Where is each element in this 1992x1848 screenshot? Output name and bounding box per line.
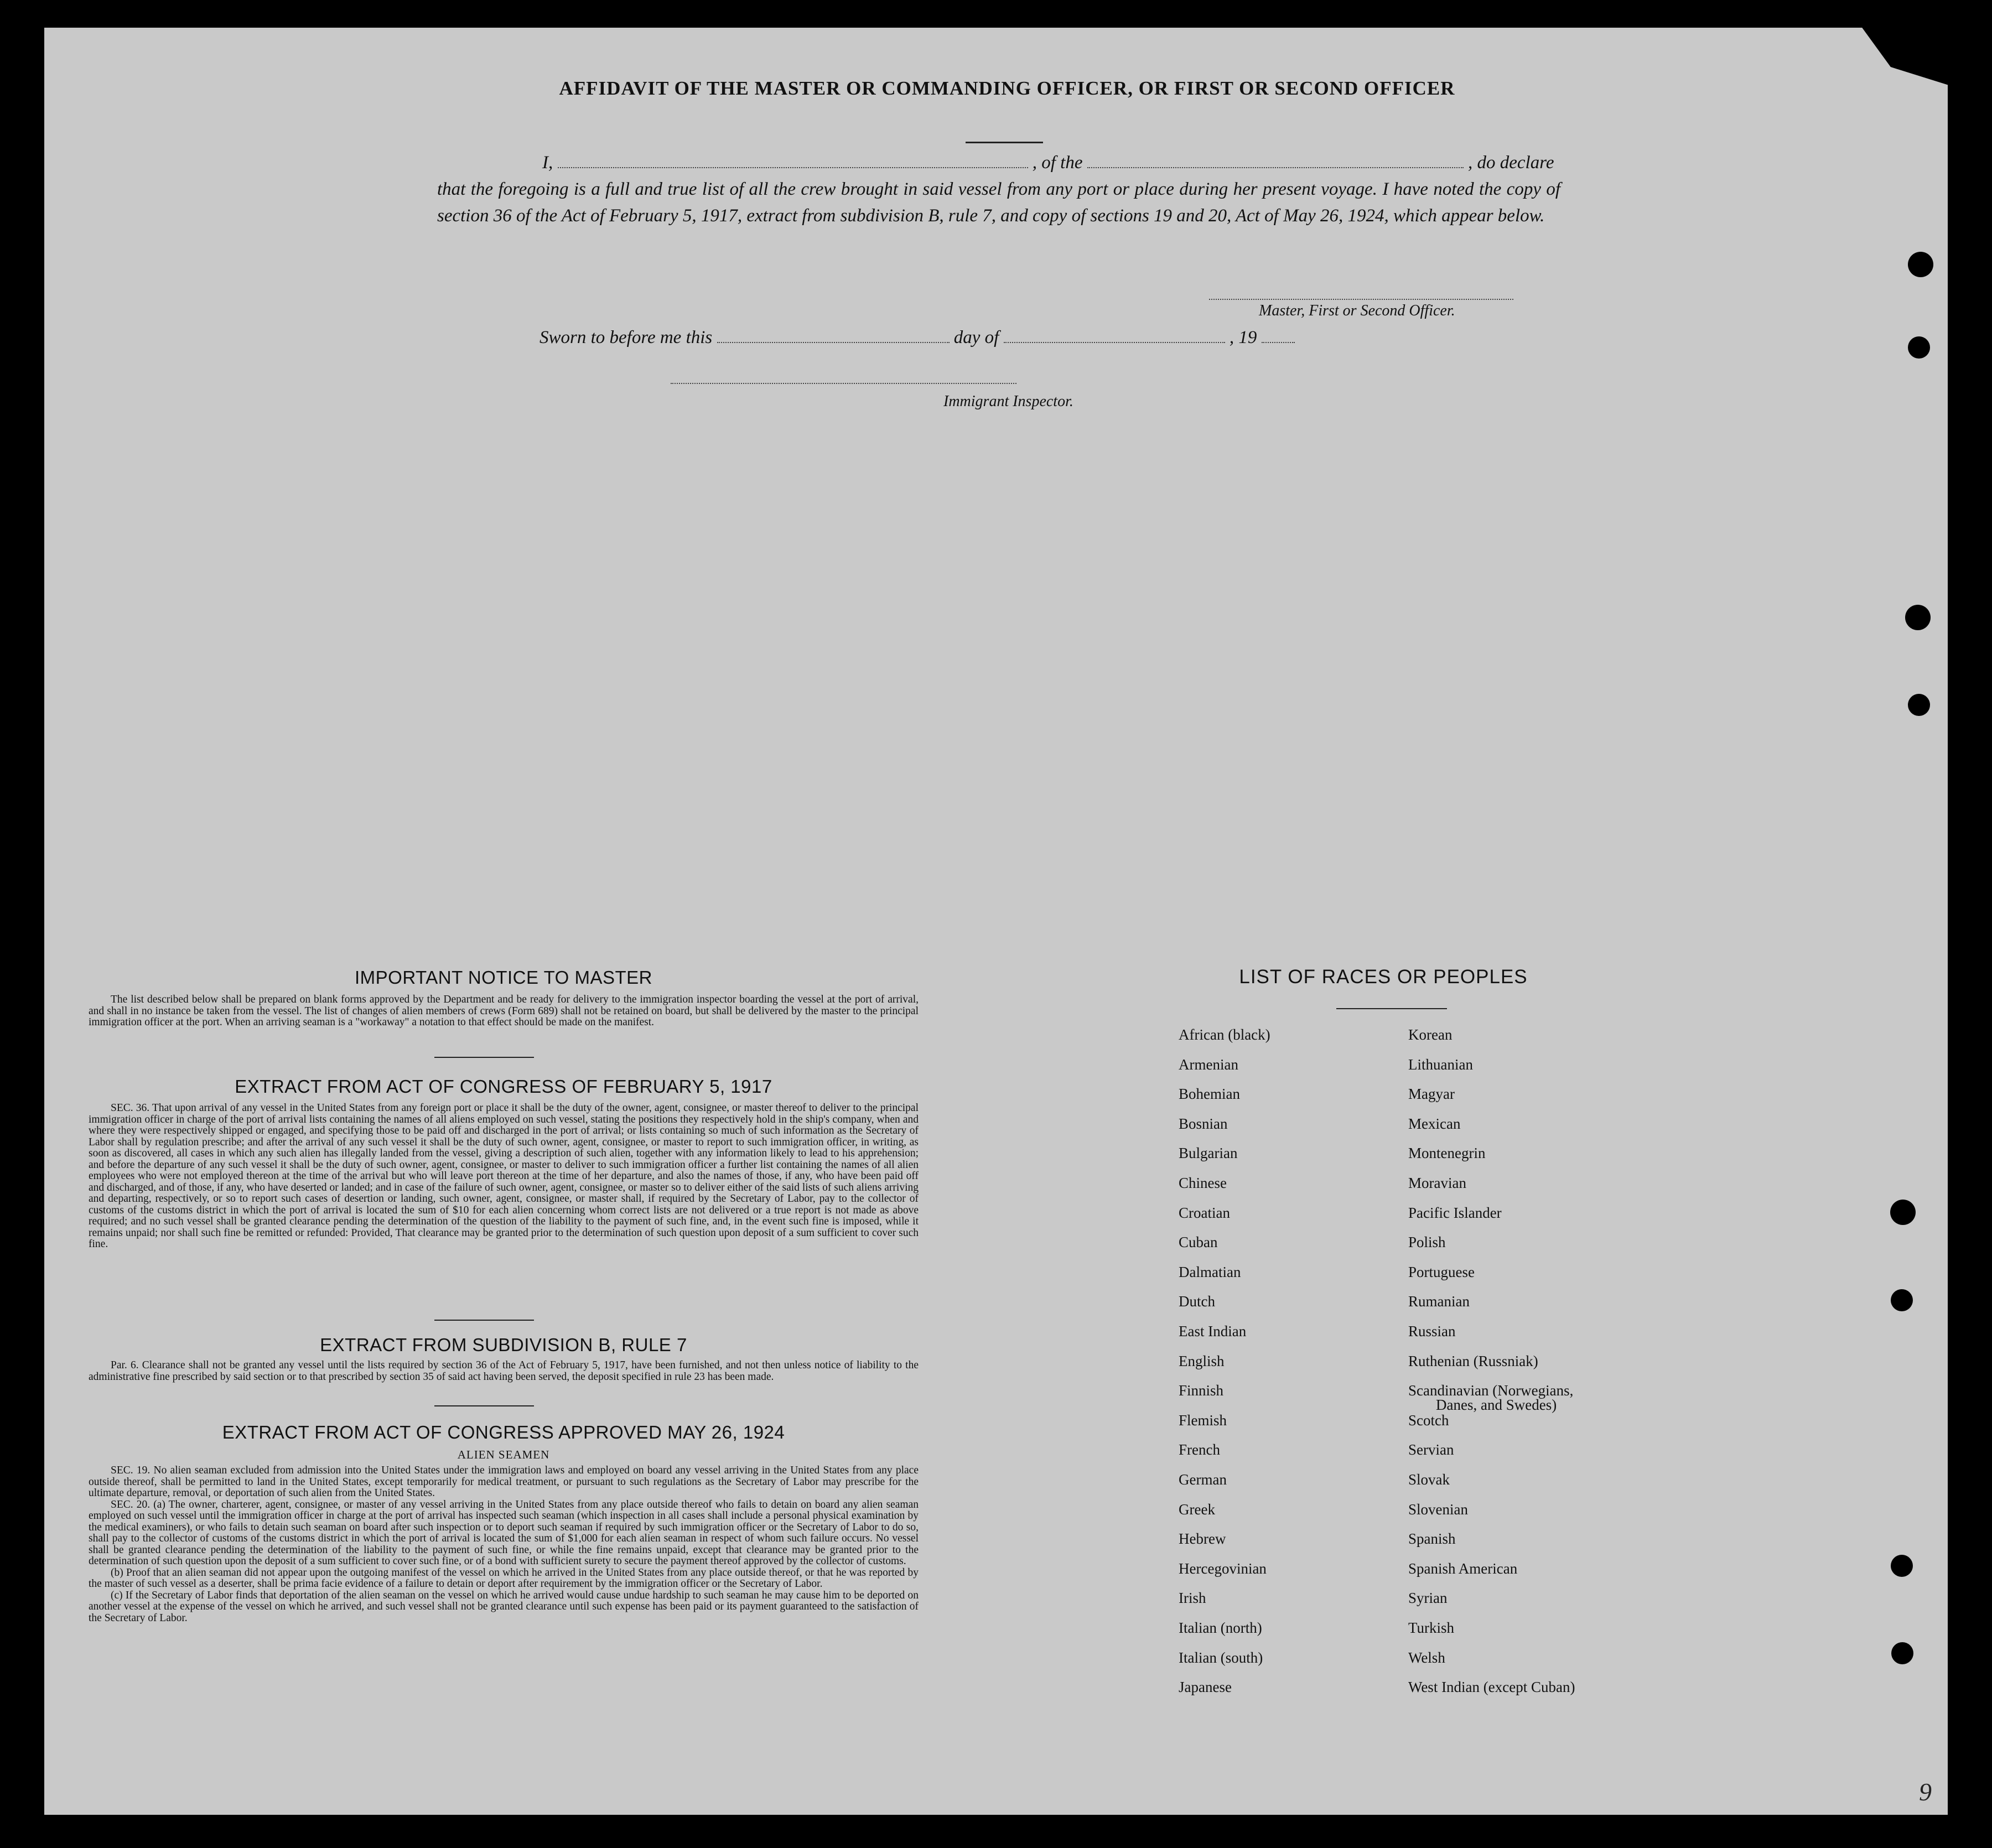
extract-1924-section [89,1465,919,1624]
affidavit-i-label: I, [542,153,553,173]
divider-2 [434,1320,534,1321]
extract-1924-title: EXTRACT FROM ACT OF CONGRESS APPROVED MAY 26, 1924 [222,1422,785,1442]
race-item: Finnish [1179,1382,1224,1399]
inspector-signature-line[interactable] [671,383,1016,384]
race-item: Italian (south) [1179,1649,1263,1666]
binder-hole [1908,336,1930,359]
rule-7-title: EXTRACT FROM SUBDIVISION B, RULE 7 [320,1335,687,1355]
race-item: East Indian [1179,1323,1247,1340]
race-item: Irish [1179,1590,1206,1607]
race-item: Flemish [1179,1411,1227,1429]
race-item: Hercegovinian [1179,1560,1267,1577]
race-item: Pacific Islander [1408,1204,1502,1221]
extract-1917-title: EXTRACT FROM ACT OF CONGRESS OF FEBRUARY 5, 1917 [235,1076,772,1097]
notice-section [89,994,919,1029]
divider-3 [434,1405,534,1406]
race-item: English [1179,1352,1225,1369]
binder-hole [1891,1642,1913,1664]
race-item: Servian [1408,1441,1454,1458]
officer-label: Master, First or Second Officer. [1259,302,1455,319]
name-field[interactable] [558,167,1028,168]
race-item: Polish [1408,1234,1446,1251]
sworn-month-field[interactable] [1004,342,1225,343]
race-item: Croatian [1179,1204,1230,1221]
race-item: Spanish [1408,1530,1456,1548]
race-item: Portuguese [1408,1263,1475,1280]
binder-hole [1908,252,1933,277]
race-item: Italian (north) [1179,1619,1262,1636]
race-item: Cuban [1179,1234,1218,1251]
rule-7-text: Par. 6. Clearance shall not be granted any vessel until the lists required by section 36 of the Act of February 5, 1917, have been furnished, and not then unless notice of liability to the administrative fine prescribed by said section or to that prescribed by section 35 of said act having been served, the deposit specified in rule 23 has been made. [89,1359,919,1383]
sec-19-text: SEC. 19. No alien seaman excluded from admission into the United States under the immigration laws and employed on board any vessel arriving in the United States from any place outside thereof, shall be permitted to land in the United States, except temporarily for medical treatment, or pursuant to such regulations as the Secretary of Labor may prescribe for the ultimate departure, removal, or deportation of such alien from the United States. [89,1465,919,1499]
inspector-label: Immigrant Inspector. [943,393,1073,410]
race-item: Slovenian [1408,1501,1468,1518]
race-item: Scandinavian (Norwegians, [1408,1382,1574,1399]
binder-hole [1891,1289,1913,1311]
race-item: Ruthenian (Russniak) [1408,1352,1538,1369]
race-item: French [1179,1441,1220,1458]
race-item: Slovak [1408,1471,1450,1488]
sworn-day-field[interactable] [717,342,950,343]
race-item: Lithuanian [1408,1056,1473,1073]
extract-1917-text: SEC. 36. That upon arrival of any vessel in the United States from any foreign port or place it shall be the duty of the owner, agent, consignee, or master thereof to deliver to the principal immigration officer in charge of the port of arrival lists containing the names of all aliens employed on such vessel, stating the positions they respectively hold in the ship's company, when and where they were respectively shipped or engaged, and specifying those to be paid off and discharged in the port of arrival; or lists containing so much of such information as the Secretary of Labor shall by regulation prescribe; and after the arrival of any such vessel it shall be the duty of such owner, agent, consignee, or master to report to such immigration officer, in writing, as soon as discovered, all cases in which any such alien has illegally landed from the vessel, giving a description of such alien, together with any information likely to lead to his apprehension; and before the departure of any such vessel it shall be the duty of such owner, agent, consignee, or master to deliver to such immigration officer a further list containing the names of all alien employees who were not employed thereon at the time of the arrival but who will leave port thereon at the time of her departure, and also the names of those, if any, who have been paid off and discharged, and of those, if any, who have deserted or landed; and in case of the failure of such owner, agent, consignee, or master so to deliver either of the said lists of such aliens arriving and departing, respectively, or so to report such cases of desertion or landing, such owner, agent, consignee, or master shall, if required by the Secretary of Labor, pay to the collector of customs of the customs district in which the port of arrival is located the sum of $10 for each alien concerning whom correct lists are not delivered or a true report is not made as above required; and no such vessel shall be granted clearance pending the determination of the question of the liability to the payment of such fine, and, in the event such fine is imposed, while it remains unpaid; nor shall such fine be remitted or refunded: Provided, That clearance may be granted prior to the determination of such question upon deposit of a sum sufficient to cover such fine. [89,1102,919,1250]
divider-1 [434,1057,534,1058]
race-item: Dalmatian [1179,1263,1241,1280]
race-item: Chinese [1179,1175,1227,1191]
page-number-mark: 9 [1919,1778,1932,1806]
officer-signature-line[interactable] [1209,299,1513,300]
sworn-label: Sworn to before me this [540,328,713,347]
binder-hole [1905,605,1931,630]
sec-20b-text: (b) Proof that an alien seaman did not appear upon the outgoing manifest of the vessel on which he arrived in the United States from any place outside thereof, or that he was reported by the master of such vessel as a deserter, shall be prima facie evidence of a failure to detain or deport after requirement by the immigration officer or the Secretary of Labor. [89,1566,919,1590]
year-label: , 19 [1229,328,1257,347]
race-item: Dutch [1179,1293,1215,1310]
binder-hole [1908,694,1930,716]
race-item: Scotch [1408,1411,1449,1429]
sworn-year-field[interactable] [1262,342,1295,343]
race-item: Moravian [1408,1175,1466,1191]
race-item: Greek [1179,1501,1215,1518]
rule-7-section [89,1360,919,1383]
race-item: African (black) [1179,1026,1270,1043]
binder-hole [1890,1200,1916,1225]
race-item: Montenegrin [1408,1145,1486,1162]
race-item: West Indian (except Cuban) [1408,1679,1575,1696]
day-of-label: day of [953,328,999,347]
affidavit-line-1 [437,149,1560,176]
affidavit-title: AFFIDAVIT OF THE MASTER OR COMMANDING OFFICER, OR FIRST OR SECOND OFFICER [559,77,1455,99]
race-item: Bosnian [1179,1115,1228,1132]
race-item: Mexican [1408,1115,1461,1132]
sworn-line [540,328,1295,348]
race-item: Rumanian [1408,1293,1470,1310]
affidavit-body-block [437,149,1560,229]
race-item-continuation: Danes, and Swedes) [1436,1397,1557,1414]
race-item: Welsh [1408,1649,1445,1666]
of-the-label: , of the [1032,153,1083,173]
race-item: Bohemian [1179,1086,1240,1103]
sec-20c-text: (c) If the Secretary of Labor finds that deportation of the alien seaman on the vessel on which he arrived would cause undue hardship to such seaman he may cause him to be deported on another vessel at the expense of the vessel on which he arrived, and such vessel shall not be granted clearance until such expense has been paid or its payment guaranteed to the satisfaction of the Secretary of Labor. [89,1589,919,1624]
race-item: Turkish [1408,1619,1455,1636]
race-item: Syrian [1408,1590,1448,1607]
extract-1917-section [89,1103,919,1250]
races-rule [1336,1008,1447,1009]
binder-hole [1891,1555,1913,1577]
race-item: Russian [1408,1323,1456,1340]
sec-20a-text: SEC. 20. (a) The owner, charterer, agent, consignee, or master of any vessel arriving in the United States from any place outside thereof who fails to detain on board any alien seaman employed on such vessel until the immigration officer in charge at the port of arrival has inspected such seaman (which inspection in all cases shall include a personal physical examination by the medical examiners), or who fails to detain such seaman on board after such inspection or to deport such seaman if required by such immigration officer or the Secretary of Labor to do so, shall pay to the collector of customs of the customs district in which the port of arrival is located the sum of $1,000 for each alien seaman in respect of whom such failure occurs. No vessel shall be granted clearance pending the determination of the liability to the payment of such fine, or while the fine remains unpaid, except that clearance may be granted prior to the determination of such question upon the deposit of a sum sufficient to cover such fine, or of a bond with sufficient surety to secure the payment thereof approved by the collector of customs. [89,1498,919,1567]
title-rule [966,142,1043,143]
race-item: Armenian [1179,1056,1238,1073]
races-title: LIST OF RACES OR PEOPLES [1239,966,1528,988]
notice-title: IMPORTANT NOTICE TO MASTER [354,967,652,988]
notice-text: The list described below shall be prepared on blank forms approved by the Department and be ready for delivery to the immigration inspector boarding the vessel at the port of arrival, and shall in no instance be taken from the vessel. The list of changes of alien members of crews (Form 689) shall not be retained on board, but shall be delivered by the master to the principal immigration officer at the port. When an arriving seaman is a "workaway" a notation to that effect should be made on the manifest. [89,994,919,1028]
race-item: Hebrew [1179,1530,1226,1548]
race-item: Bulgarian [1179,1145,1238,1162]
race-item: Spanish American [1408,1560,1518,1577]
vessel-field[interactable] [1087,167,1464,168]
race-item: Korean [1408,1026,1452,1043]
alien-seamen-subtitle: ALIEN SEAMEN [457,1448,550,1461]
race-item: Japanese [1179,1679,1232,1696]
race-item: German [1179,1471,1227,1488]
declare-label: , do declare [1467,153,1554,173]
race-item: Magyar [1408,1086,1455,1103]
affidavit-statement: that the foregoing is a full and true list of all the crew brought in said vessel from any port or place during her present voyage. I have noted the copy of section 36 of the Act of February 5, 1917, extract from subdivision B, rule 7, and copy of sections 19 and 20, Act of May 26, 1924, which appear below. [437,179,1560,226]
